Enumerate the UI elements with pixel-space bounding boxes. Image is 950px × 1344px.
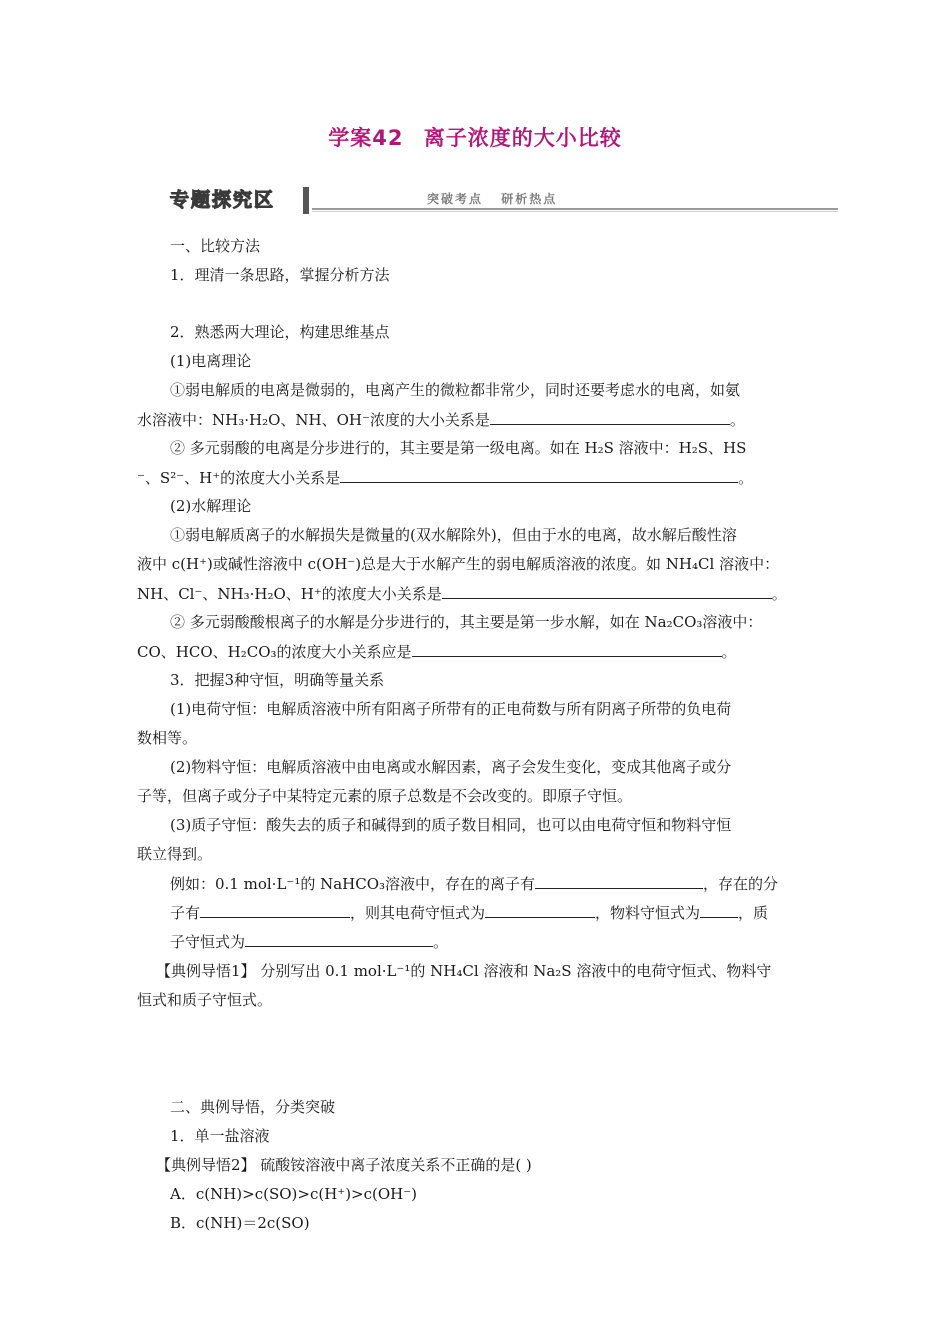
banner-rule [312, 208, 838, 210]
theory-2a-line1: ①弱电解质离子的水解损失是微量的(双水解除外)，但由于水的电离，故水解后酸性溶 [170, 526, 737, 544]
point-2: 2．熟悉两大理论，构建思维基点 [170, 323, 390, 341]
example-guide-1-line2: 恒式和质子守恒式。 [137, 991, 273, 1009]
theory-1a-line2 [137, 409, 745, 430]
theory-1b-line1: ② 多元弱酸的电离是分步进行的，其主要是第一级电离。如在 H₂S 溶液中：H₂S、HS [170, 439, 747, 457]
section-1-heading: 一、比较方法 [170, 237, 261, 255]
theory-2a-line3 [137, 583, 787, 604]
banner-tag-2: 研析热点 [501, 192, 558, 206]
answer-blank[interactable] [412, 641, 722, 657]
ions-blank[interactable] [535, 873, 703, 889]
conservation-2-line2: 子等，但离子或分子中某特定元素的原子总数是不会改变的。即原子守恒。 [137, 787, 633, 805]
example-line3 [170, 931, 448, 952]
example-text: 。 [433, 933, 449, 951]
theory-1b-text: ⁻、S²⁻、H⁺的浓度大小关系是 [137, 469, 341, 487]
conservation-1-line1: (1)电荷守恒：电解质溶液中所有阳离子所带有的正电荷数与所有阴离子所带的负电荷 [170, 700, 732, 718]
period: 。 [738, 469, 754, 487]
theory-1a-text: 水溶液中：NH₃·H₂O、NH、OH⁻浓度的大小关系是 [137, 411, 490, 429]
example-text: ，存在的分 [703, 875, 779, 893]
period: 。 [721, 643, 737, 661]
example-text: ，物料守恒式为 [595, 904, 701, 922]
answer-blank[interactable] [340, 467, 738, 483]
s2-point-1: 1．单一盐溶液 [170, 1127, 270, 1145]
banner-divider [303, 187, 309, 214]
example-text: ，则其电荷守恒式为 [350, 904, 486, 922]
material-balance-blank[interactable] [700, 902, 738, 918]
theory-2-title: (2)水解理论 [170, 497, 252, 515]
title-number: 学案42 [328, 126, 404, 150]
option-a[interactable]: A．c(NH)>c(SO)>c(H⁺)>c(OH⁻) [170, 1185, 418, 1203]
theory-2b-text: CO、HCO、H₂CO₃的浓度大小关系应是 [137, 643, 412, 661]
theory-1b-line2 [137, 467, 753, 488]
theory-1a-line1: ①弱电解质的电离是微弱的，电离产生的微粒都非常少，同时还要考虑水的电离，如氨 [170, 381, 741, 399]
period: 。 [729, 411, 745, 429]
option-b[interactable]: B．c(NH)＝2c(SO) [170, 1214, 310, 1232]
theory-2a-line2: 液中 c(H⁺)或碱性溶液中 c(OH⁻)总是大于水解产生的弱电解质溶液的浓度。如 NH₄Cl 溶液中： [137, 555, 780, 573]
period: 。 [771, 585, 787, 603]
example-line1 [170, 873, 778, 894]
conservation-2-line1: (2)物料守恒：电解质溶液中由电离或水解因素，离子会发生变化，变成其他离子或分 [170, 758, 732, 776]
conservation-1-line2: 数相等。 [137, 729, 198, 747]
point-1: 1．理清一条思路，掌握分析方法 [170, 266, 390, 284]
example-guide-2: 【典例导悟2】 硫酸铵溶液中离子浓度关系不正确的是( ) [156, 1156, 532, 1174]
example-text: 子有 [170, 904, 201, 922]
page-title [0, 122, 950, 152]
charge-balance-blank[interactable] [485, 902, 595, 918]
conservation-3-line2: 联立得到。 [137, 845, 213, 863]
answer-blank[interactable] [490, 409, 730, 425]
banner-label: 专题探究区 [170, 189, 276, 211]
point-3: 3．把握3种守恒，明确等量关系 [170, 671, 385, 689]
conservation-3-line1: (3)质子守恒：酸失去的质子和碱得到的质子数目相同，也可以由电荷守恒和物料守恒 [170, 816, 732, 834]
banner-rule-thin [312, 211, 838, 212]
theory-1-title: (1)电离理论 [170, 352, 252, 370]
example-text: 例如：0.1 mol·L⁻¹的 NaHCO₃溶液中，存在的离子有 [170, 875, 536, 893]
banner-tagline [427, 190, 569, 207]
theory-2b-line2 [137, 641, 737, 662]
section-banner [170, 186, 838, 218]
answer-blank[interactable] [442, 583, 772, 599]
theory-2b-line1: ② 多元弱酸酸根离子的水解是分步进行的，其主要是第一步水解，如在 Na₂CO₃溶液中： [170, 613, 763, 631]
example-line2 [170, 902, 768, 923]
example-text: ，质 [738, 904, 769, 922]
title-topic: 离子浓度的大小比较 [423, 126, 622, 150]
example-text: 子守恒式为 [170, 933, 246, 951]
molecules-blank[interactable] [200, 902, 350, 918]
banner-tag-1: 突破考点 [427, 192, 484, 206]
section-2-heading: 二、典例导悟，分类突破 [170, 1098, 336, 1116]
proton-balance-blank[interactable] [245, 931, 433, 947]
theory-2a-text: NH、Cl⁻、NH₃·H₂O、H⁺的浓度大小关系是 [137, 585, 442, 603]
example-guide-1-line1: 【典例导悟1】 分别写出 0.1 mol·L⁻¹的 NH₄Cl 溶液和 Na₂S 溶液中的电荷守恒式、物料守 [156, 962, 772, 980]
